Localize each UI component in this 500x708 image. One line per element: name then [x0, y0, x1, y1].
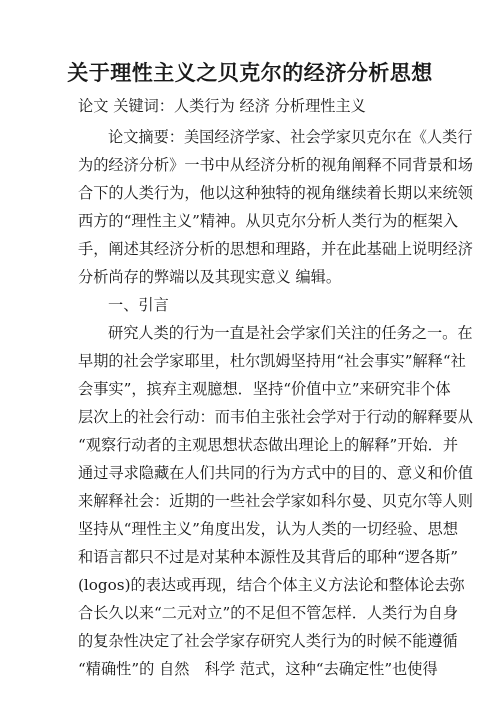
body-line-7: 来解释社会：近期的一些社会学家如科尔曼、贝克尔等人则: [78, 492, 473, 510]
abstract-line-3: 合下的人类行为，他以这种独特的视角继续着长期以来统领: [78, 184, 473, 202]
body-line-9: 和语言都只不过是对某种本源性及其背后的耶种“逻各斯”: [78, 548, 459, 566]
body-line-10: (logos)的表达或再现，结合个体主义方法论和整体论去弥: [78, 576, 465, 594]
body-line-4: 层次上的社会行动：而韦伯主张社会学对于行动的解释要从: [78, 408, 473, 426]
body-line-11: 合长久以来“二元对立”的不足但不管怎样．人类行为自身: [78, 604, 459, 622]
body-line-5: “观察行动者的主观思想状态做出理论上的解释”开始．并: [78, 436, 459, 454]
body-line-3: 会事实”，摈弃主观臆想．坚持“价值中立”来研究非个体: [78, 380, 451, 398]
body-line-13: “精确性”的 自然 科学 范式，这种“去确定性”也使得: [78, 660, 438, 678]
abstract-line-5: 手，阐述其经济分析的思想和理路，并在此基础上说明经济: [78, 240, 473, 258]
body-line-8: 坚持从“理性主义”角度出发，认为人类的一切经验、思想: [78, 520, 459, 538]
body-line-6: 通过寻求隐藏在人们共同的行为方式中的目的、意义和价值: [78, 464, 473, 482]
abstract-line-2: 为的经济分析》一书中从经济分析的视角阐释不同背景和场: [78, 156, 473, 174]
keywords-line: 论文 关键词：人类行为 经济 分析理性主义: [78, 97, 366, 115]
section-heading-intro: 一、引言: [108, 296, 169, 314]
abstract-line-1: 论文摘要：美国经济学家、社会学家贝克尔在《人类行: [108, 128, 473, 146]
abstract-line-6: 分析尚存的弊端以及其现实意义 编辑。: [78, 268, 342, 286]
page-title: 关于理性主义之贝克尔的经济分析思想: [67, 60, 433, 85]
body-line-12: 的复杂性决定了社会学家存研究人类行为的时候不能遵循: [78, 632, 458, 650]
body-line-2: 早期的社会学家耶里，杜尔凯姆坚持用“社会事实”解释“社: [78, 352, 466, 370]
body-line-1: 研究人类的行为一直是社会学家们关注的任务之一。在: [108, 324, 473, 342]
abstract-line-4: 西方的“理性主义”精神。从贝克尔分析人类行为的框架入: [78, 212, 459, 230]
